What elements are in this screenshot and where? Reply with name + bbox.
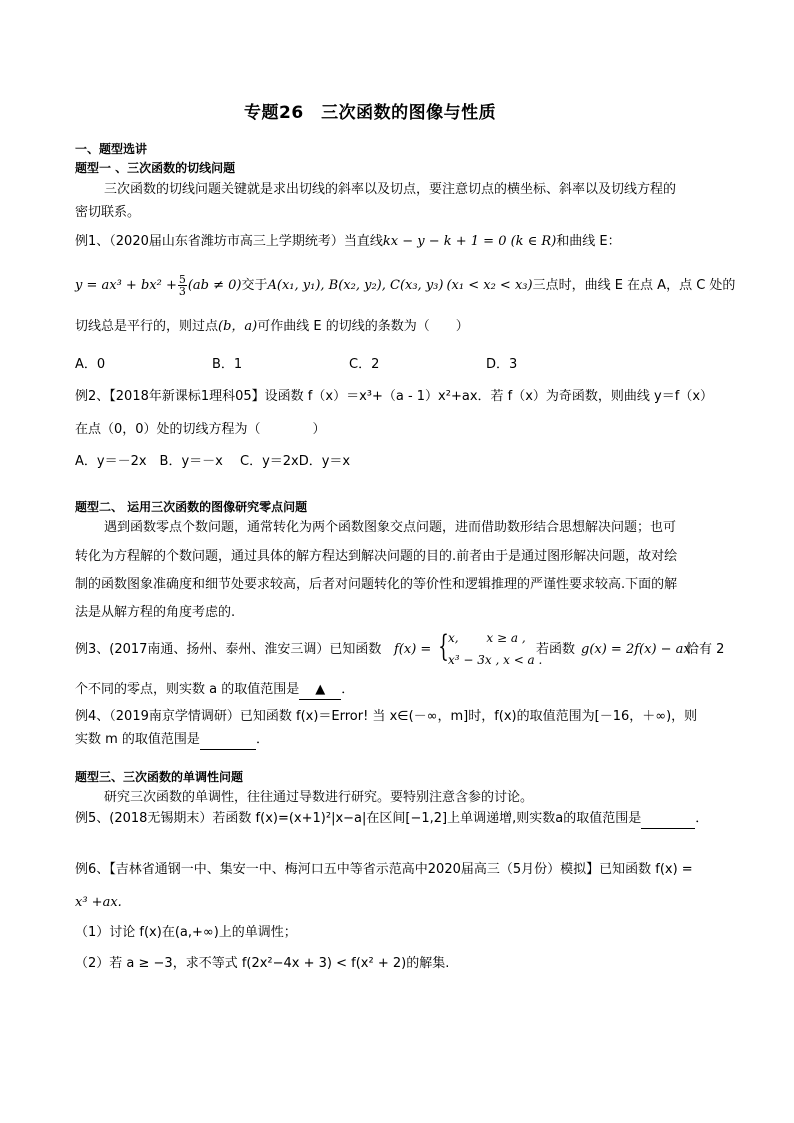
ex1-line1 xyxy=(75,233,621,251)
ex1-curve-condition: (ab ≠ 0) xyxy=(187,278,242,293)
ex5-answer-blank xyxy=(641,810,695,829)
ex6-line1: 例6、【吉林省通钢一中、集安一中、梅河口五中等省示范高中2020届高三（5月份）模拟】已知函数 f(x) = xyxy=(75,862,693,877)
ex3-line2-text: 个不同的零点，则实数 a 的取值范围是 xyxy=(75,682,300,697)
type2-para-line3: 制的函数图象准确度和细节处要求较高，后者对问题转化的等价性和逻辑推理的严谨性要求较高.下面的解 xyxy=(75,577,678,592)
ex3-fx: f(x) = xyxy=(394,642,432,657)
ex3-gx: g(x) = 2f(x) − ax xyxy=(581,642,691,657)
type3-heading: 题型三、三次函数的单调性问题 xyxy=(75,770,244,784)
type2-para-line2: 转化为方程解的个数问题，通过具体的解方程达到解决问题的目的.前者由于是通过图形解决问题，故对绘 xyxy=(75,549,678,564)
type1-desc-line1: 三次函数的切线问题关键就是求出切线的斜率以及切点，要注意切点的横坐标、斜率以及切线方程的 xyxy=(104,182,677,197)
ex1-option-d: D．3 xyxy=(486,357,518,372)
ex3-answer-blank xyxy=(299,681,341,700)
ex4-answer-blank xyxy=(200,731,256,750)
ex1-option-c: C．2 xyxy=(349,357,380,372)
ex3-mid: 若函数 xyxy=(536,642,576,657)
ex1-order: (x₁ < x₂ < x₃) xyxy=(446,278,533,293)
ex4-line2-text: 实数 m 的取值范围是 xyxy=(75,732,200,747)
ex1-curve-lhs: y = ax³ + bx² + xyxy=(75,278,177,293)
ex1-frac-numerator: 5 xyxy=(178,273,186,286)
ex1-frac-denominator: 3 xyxy=(178,285,186,298)
type1-desc-line2: 密切联系。 xyxy=(75,205,141,220)
ex1-line-equation: kx − y − k + 1 = 0 (k ∈ R) xyxy=(382,234,557,249)
ex4-line2 xyxy=(75,731,269,750)
ex2-line1: 例2、【2018年新课标1理科05】设函数 f（x）＝x³+（a - 1）x²+ax．若 f（x）为奇函数，则曲线 y＝f（x） xyxy=(75,389,714,404)
type1-heading: 题型一 、三次函数的切线问题 xyxy=(75,161,236,175)
type2-heading: 题型二、 运用三次函数的图像研究零点问题 xyxy=(75,500,308,514)
ex2-line2: 在点（0，0）处的切线方程为（ ） xyxy=(75,422,326,437)
ex1-option-b: B．1 xyxy=(212,357,243,372)
ex1-suffix: 和曲线 E： xyxy=(556,234,621,249)
ex1-option-a: A．0 xyxy=(75,357,106,372)
ex6-line2: x³ +ax. xyxy=(75,895,122,910)
ex3-brace: { xyxy=(438,629,449,664)
type2-para-line4: 法是从解方程的角度考虑的. xyxy=(75,605,236,620)
page-title: 专题26 三次函数的图像与性质 xyxy=(244,103,497,123)
ex1-line2 xyxy=(75,274,735,297)
ex5-line xyxy=(75,810,708,829)
ex4-line1: 例4、（2019南京学情调研）已知函数 f(x)＝Error! 当 x∈(－∞，m]时，f(x)的取值范围为[－16，＋∞)，则 xyxy=(75,709,698,724)
ex3-triangle-marker: ▲ xyxy=(315,682,326,697)
ex1-line3a: 切线总是平行的，则过点 xyxy=(75,319,219,334)
ex3-prefix: 例3、(2017南通、扬州、泰州、淮安三调）已知函数 xyxy=(75,642,382,657)
ex6-question2: （2）若 a ≥ −3，求不等式 f(2x²−4x + 3) < f(x² + 2)的解集. xyxy=(75,956,450,971)
type3-desc: 研究三次函数的单调性，往往通过导数进行研究。要特别注意含参的讨论。 xyxy=(104,790,534,805)
ex1-prefix: 例1、（2020届山东省潍坊市高三上学期统考）当直线 xyxy=(75,234,383,249)
ex6-question1: （1）讨论 f(x)在(a,+∞)上的单调性； xyxy=(75,925,297,940)
ex1-meet: 交于 xyxy=(241,278,268,293)
ex5-text: 例5、(2018无锡期末）若函数 f(x)=(x+1)²|x−a|在区间[−1,2]上单调递增,则实数a的取值范围是 xyxy=(75,811,642,826)
ex2-options: A．y＝－2x B．y＝－x C．y＝2xD．y＝x xyxy=(75,454,351,469)
ex3-case2: x³ − 3x , x < a . xyxy=(448,653,543,667)
ex3-line2 xyxy=(75,681,354,700)
ex1-point-ba: (b，a) xyxy=(218,319,258,334)
ex3-case1: x, x ≥ a , xyxy=(448,631,526,645)
ex1-tail: 三点时，曲线 E 在点 A，点 C 处的 xyxy=(532,278,736,293)
ex1-line3 xyxy=(75,318,469,336)
ex1-points: A(x₁, y₁), B(x₂, y₂), C(x₃, y₃) xyxy=(267,278,444,293)
ex3-end: ． xyxy=(341,682,355,697)
type2-para-line1: 遇到函数零点个数问题，通常转化为两个函数图象交点问题，进而借助数形结合思想解决问题；也可 xyxy=(104,520,677,535)
ex4-end: ． xyxy=(255,732,269,747)
ex1-line3b: 可作曲线 E 的切线的条数为（ ） xyxy=(257,319,469,334)
ex5-end: ． xyxy=(695,811,709,826)
section-heading: 一、题型选讲 xyxy=(75,142,148,156)
ex1-fraction xyxy=(178,274,187,297)
ex3-tail: 恰有 2 xyxy=(686,642,725,657)
